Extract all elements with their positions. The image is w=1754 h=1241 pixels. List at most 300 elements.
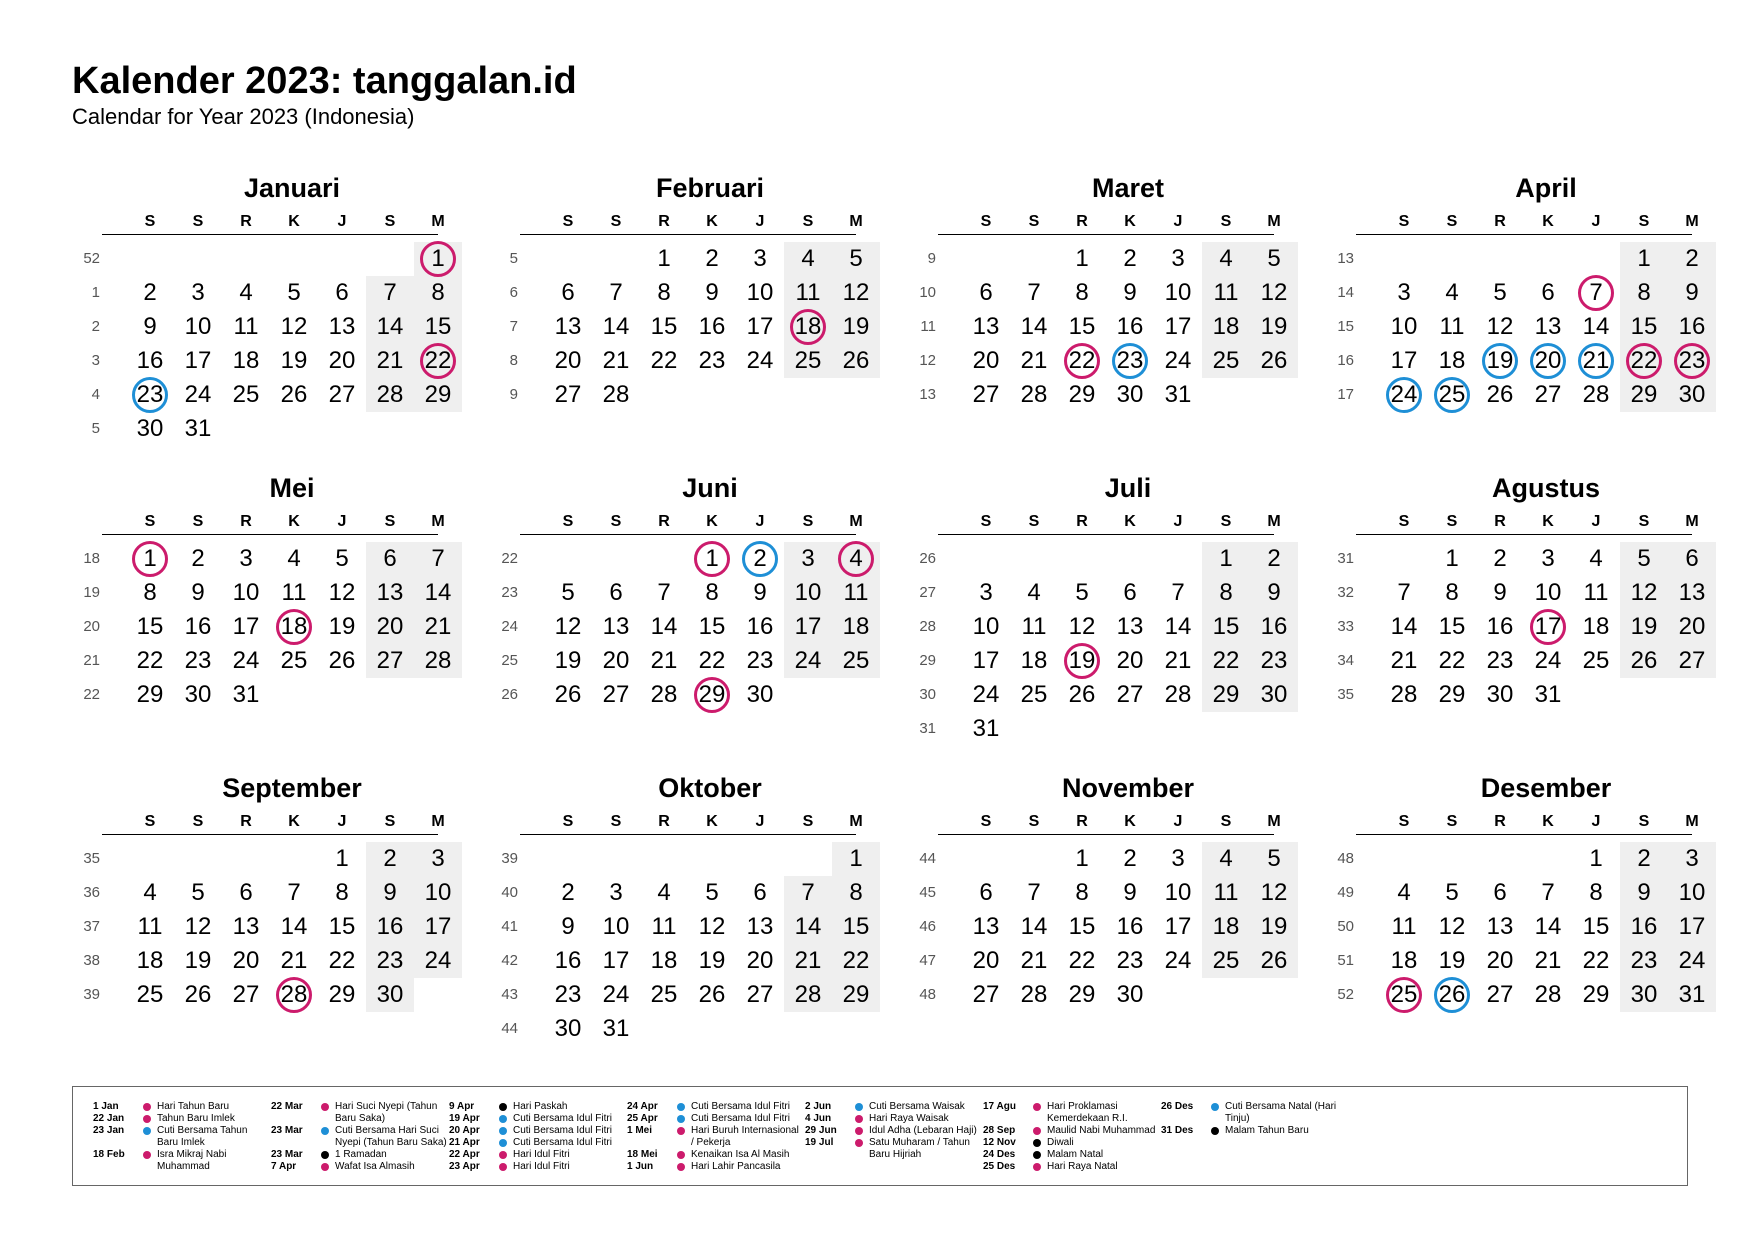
day-cell[interactable]: 4 xyxy=(1219,245,1233,272)
day-cell[interactable]: 30 xyxy=(376,981,404,1008)
day-cell[interactable]: 9 xyxy=(383,879,397,906)
day-cell[interactable]: 14 xyxy=(1020,913,1048,940)
day-cell[interactable]: 29 xyxy=(698,681,726,708)
day-cell[interactable]: 24 xyxy=(972,681,1000,708)
day-cell[interactable]: 25 xyxy=(1020,681,1048,708)
day-cell[interactable]: 13 xyxy=(972,913,1000,940)
day-cell[interactable]: 18 xyxy=(280,613,308,640)
day-cell[interactable]: 26 xyxy=(280,381,308,408)
day-cell[interactable]: 8 xyxy=(1075,879,1089,906)
day-cell[interactable]: 14 xyxy=(1164,613,1192,640)
day-cell[interactable]: 26 xyxy=(1068,681,1096,708)
day-cell[interactable]: 14 xyxy=(1390,613,1418,640)
day-cell[interactable]: 12 xyxy=(554,613,582,640)
day-cell[interactable]: 16 xyxy=(136,347,164,374)
day-cell[interactable]: 9 xyxy=(191,579,205,606)
day-cell[interactable]: 11 xyxy=(1021,613,1047,640)
day-cell[interactable]: 27 xyxy=(1678,647,1706,674)
day-cell[interactable]: 15 xyxy=(328,913,356,940)
day-cell[interactable]: 21 xyxy=(424,613,452,640)
day-cell[interactable]: 23 xyxy=(1116,347,1144,374)
day-cell[interactable]: 3 xyxy=(801,545,815,572)
day-cell[interactable]: 28 xyxy=(376,381,404,408)
day-cell[interactable]: 19 xyxy=(1438,947,1466,974)
day-cell[interactable]: 14 xyxy=(1582,313,1610,340)
day-cell[interactable]: 3 xyxy=(753,245,767,272)
day-cell[interactable]: 22 xyxy=(1068,947,1096,974)
day-cell[interactable]: 7 xyxy=(609,279,623,306)
day-cell[interactable]: 2 xyxy=(1637,845,1651,872)
day-cell[interactable]: 14 xyxy=(424,579,452,606)
day-cell[interactable]: 26 xyxy=(1486,381,1514,408)
day-cell[interactable]: 8 xyxy=(849,879,863,906)
day-cell[interactable]: 29 xyxy=(842,981,870,1008)
day-cell[interactable]: 31 xyxy=(232,681,260,708)
day-cell[interactable]: 4 xyxy=(239,279,253,306)
day-cell[interactable]: 7 xyxy=(1027,279,1041,306)
day-cell[interactable]: 2 xyxy=(191,545,205,572)
day-cell[interactable]: 25 xyxy=(1390,981,1418,1008)
day-cell[interactable]: 29 xyxy=(1068,381,1096,408)
day-cell[interactable]: 8 xyxy=(1075,279,1089,306)
day-cell[interactable]: 4 xyxy=(801,245,815,272)
day-cell[interactable]: 29 xyxy=(1582,981,1610,1008)
day-cell[interactable]: 5 xyxy=(561,579,575,606)
day-cell[interactable]: 21 xyxy=(280,947,308,974)
day-cell[interactable]: 3 xyxy=(1171,845,1185,872)
day-cell[interactable]: 28 xyxy=(602,381,630,408)
day-cell[interactable]: 22 xyxy=(1438,647,1466,674)
day-cell[interactable]: 23 xyxy=(1260,647,1288,674)
day-cell[interactable]: 7 xyxy=(1541,879,1555,906)
day-cell[interactable]: 4 xyxy=(657,879,671,906)
day-cell[interactable]: 12 xyxy=(280,313,308,340)
day-cell[interactable]: 2 xyxy=(383,845,397,872)
day-cell[interactable]: 22 xyxy=(698,647,726,674)
day-cell[interactable]: 5 xyxy=(1445,879,1459,906)
day-cell[interactable]: 20 xyxy=(972,947,1000,974)
day-cell[interactable]: 15 xyxy=(1582,913,1610,940)
day-cell[interactable]: 19 xyxy=(1486,347,1514,374)
day-cell[interactable]: 13 xyxy=(746,913,774,940)
day-cell[interactable]: 1 xyxy=(849,845,863,872)
day-cell[interactable]: 3 xyxy=(609,879,623,906)
day-cell[interactable]: 7 xyxy=(431,545,445,572)
day-cell[interactable]: 3 xyxy=(979,579,993,606)
day-cell[interactable]: 10 xyxy=(1534,579,1562,606)
day-cell[interactable]: 8 xyxy=(1637,279,1651,306)
day-cell[interactable]: 11 xyxy=(281,579,307,606)
day-cell[interactable]: 17 xyxy=(184,347,212,374)
day-cell[interactable]: 24 xyxy=(746,347,774,374)
day-cell[interactable]: 16 xyxy=(746,613,774,640)
day-cell[interactable]: 29 xyxy=(1630,381,1658,408)
day-cell[interactable]: 20 xyxy=(232,947,260,974)
day-cell[interactable]: 9 xyxy=(1685,279,1699,306)
day-cell[interactable]: 27 xyxy=(972,981,1000,1008)
day-cell[interactable]: 5 xyxy=(705,879,719,906)
day-cell[interactable]: 25 xyxy=(136,981,164,1008)
day-cell[interactable]: 15 xyxy=(650,313,678,340)
day-cell[interactable]: 8 xyxy=(431,279,445,306)
day-cell[interactable]: 3 xyxy=(239,545,253,572)
day-cell[interactable]: 11 xyxy=(795,279,821,306)
day-cell[interactable]: 9 xyxy=(1267,579,1281,606)
day-cell[interactable]: 17 xyxy=(1678,913,1706,940)
day-cell[interactable]: 21 xyxy=(1534,947,1562,974)
day-cell[interactable]: 10 xyxy=(1390,313,1418,340)
day-cell[interactable]: 2 xyxy=(1685,245,1699,272)
day-cell[interactable]: 7 xyxy=(801,879,815,906)
day-cell[interactable]: 18 xyxy=(136,947,164,974)
day-cell[interactable]: 18 xyxy=(1212,913,1240,940)
day-cell[interactable]: 29 xyxy=(1068,981,1096,1008)
day-cell[interactable]: 2 xyxy=(753,545,767,572)
day-cell[interactable]: 11 xyxy=(651,913,677,940)
day-cell[interactable]: 20 xyxy=(376,613,404,640)
day-cell[interactable]: 6 xyxy=(609,579,623,606)
day-cell[interactable]: 1 xyxy=(1445,545,1459,572)
day-cell[interactable]: 8 xyxy=(143,579,157,606)
day-cell[interactable]: 24 xyxy=(1534,647,1562,674)
day-cell[interactable]: 30 xyxy=(1630,981,1658,1008)
day-cell[interactable]: 7 xyxy=(657,579,671,606)
day-cell[interactable]: 24 xyxy=(602,981,630,1008)
day-cell[interactable]: 3 xyxy=(1541,545,1555,572)
day-cell[interactable]: 10 xyxy=(794,579,822,606)
day-cell[interactable]: 14 xyxy=(1020,313,1048,340)
day-cell[interactable]: 31 xyxy=(1534,681,1562,708)
day-cell[interactable]: 1 xyxy=(705,545,719,572)
day-cell[interactable]: 21 xyxy=(794,947,822,974)
day-cell[interactable]: 16 xyxy=(184,613,212,640)
day-cell[interactable]: 22 xyxy=(1212,647,1240,674)
day-cell[interactable]: 4 xyxy=(1445,279,1459,306)
day-cell[interactable]: 29 xyxy=(424,381,452,408)
day-cell[interactable]: 27 xyxy=(328,381,356,408)
day-cell[interactable]: 12 xyxy=(1486,313,1514,340)
day-cell[interactable]: 4 xyxy=(1397,879,1411,906)
day-cell[interactable]: 31 xyxy=(1164,381,1192,408)
day-cell[interactable]: 22 xyxy=(650,347,678,374)
day-cell[interactable]: 26 xyxy=(842,347,870,374)
day-cell[interactable]: 14 xyxy=(650,613,678,640)
day-cell[interactable]: 20 xyxy=(972,347,1000,374)
day-cell[interactable]: 23 xyxy=(1486,647,1514,674)
day-cell[interactable]: 22 xyxy=(136,647,164,674)
day-cell[interactable]: 9 xyxy=(753,579,767,606)
day-cell[interactable]: 30 xyxy=(1678,381,1706,408)
day-cell[interactable]: 9 xyxy=(705,279,719,306)
day-cell[interactable]: 28 xyxy=(794,981,822,1008)
day-cell[interactable]: 14 xyxy=(376,313,404,340)
day-cell[interactable]: 2 xyxy=(561,879,575,906)
day-cell[interactable]: 19 xyxy=(1260,313,1288,340)
day-cell[interactable]: 20 xyxy=(1486,947,1514,974)
day-cell[interactable]: 6 xyxy=(335,279,349,306)
day-cell[interactable]: 6 xyxy=(979,879,993,906)
day-cell[interactable]: 19 xyxy=(698,947,726,974)
day-cell[interactable]: 13 xyxy=(602,613,630,640)
day-cell[interactable]: 14 xyxy=(602,313,630,340)
day-cell[interactable]: 25 xyxy=(280,647,308,674)
day-cell[interactable]: 10 xyxy=(746,279,774,306)
day-cell[interactable]: 13 xyxy=(376,579,404,606)
day-cell[interactable]: 30 xyxy=(1116,381,1144,408)
day-cell[interactable]: 6 xyxy=(561,279,575,306)
day-cell[interactable]: 18 xyxy=(1390,947,1418,974)
day-cell[interactable]: 1 xyxy=(143,545,157,572)
day-cell[interactable]: 28 xyxy=(1020,381,1048,408)
day-cell[interactable]: 1 xyxy=(657,245,671,272)
day-cell[interactable]: 6 xyxy=(1685,545,1699,572)
day-cell[interactable]: 17 xyxy=(746,313,774,340)
day-cell[interactable]: 25 xyxy=(1582,647,1610,674)
day-cell[interactable]: 26 xyxy=(698,981,726,1008)
day-cell[interactable]: 13 xyxy=(1486,913,1514,940)
day-cell[interactable]: 3 xyxy=(1685,845,1699,872)
day-cell[interactable]: 20 xyxy=(1534,347,1562,374)
day-cell[interactable]: 9 xyxy=(561,913,575,940)
day-cell[interactable]: 6 xyxy=(383,545,397,572)
day-cell[interactable]: 17 xyxy=(1164,313,1192,340)
day-cell[interactable]: 1 xyxy=(1637,245,1651,272)
day-cell[interactable]: 21 xyxy=(1164,647,1192,674)
day-cell[interactable]: 28 xyxy=(650,681,678,708)
day-cell[interactable]: 16 xyxy=(1116,313,1144,340)
day-cell[interactable]: 24 xyxy=(232,647,260,674)
day-cell[interactable]: 15 xyxy=(1630,313,1658,340)
day-cell[interactable]: 17 xyxy=(232,613,260,640)
day-cell[interactable]: 15 xyxy=(424,313,452,340)
day-cell[interactable]: 5 xyxy=(1267,245,1281,272)
day-cell[interactable]: 21 xyxy=(1020,947,1048,974)
day-cell[interactable]: 4 xyxy=(1589,545,1603,572)
day-cell[interactable]: 7 xyxy=(383,279,397,306)
day-cell[interactable]: 17 xyxy=(794,613,822,640)
day-cell[interactable]: 18 xyxy=(232,347,260,374)
day-cell[interactable]: 17 xyxy=(1164,913,1192,940)
day-cell[interactable]: 8 xyxy=(1219,579,1233,606)
day-cell[interactable]: 8 xyxy=(705,579,719,606)
day-cell[interactable]: 3 xyxy=(431,845,445,872)
day-cell[interactable]: 23 xyxy=(554,981,582,1008)
day-cell[interactable]: 1 xyxy=(1589,845,1603,872)
day-cell[interactable]: 13 xyxy=(232,913,260,940)
day-cell[interactable]: 6 xyxy=(1123,579,1137,606)
day-cell[interactable]: 18 xyxy=(1438,347,1466,374)
day-cell[interactable]: 5 xyxy=(191,879,205,906)
day-cell[interactable]: 29 xyxy=(1438,681,1466,708)
day-cell[interactable]: 13 xyxy=(972,313,1000,340)
day-cell[interactable]: 4 xyxy=(1219,845,1233,872)
day-cell[interactable]: 18 xyxy=(1212,313,1240,340)
day-cell[interactable]: 20 xyxy=(602,647,630,674)
day-cell[interactable]: 2 xyxy=(1267,545,1281,572)
day-cell[interactable]: 20 xyxy=(328,347,356,374)
day-cell[interactable]: 23 xyxy=(1630,947,1658,974)
day-cell[interactable]: 22 xyxy=(424,347,452,374)
day-cell[interactable]: 29 xyxy=(136,681,164,708)
day-cell[interactable]: 9 xyxy=(1123,879,1137,906)
day-cell[interactable]: 14 xyxy=(280,913,308,940)
day-cell[interactable]: 31 xyxy=(972,715,1000,742)
day-cell[interactable]: 10 xyxy=(232,579,260,606)
day-cell[interactable]: 1 xyxy=(1075,845,1089,872)
day-cell[interactable]: 15 xyxy=(1068,313,1096,340)
day-cell[interactable]: 22 xyxy=(842,947,870,974)
day-cell[interactable]: 16 xyxy=(1260,613,1288,640)
day-cell[interactable]: 7 xyxy=(1397,579,1411,606)
day-cell[interactable]: 2 xyxy=(1493,545,1507,572)
day-cell[interactable]: 30 xyxy=(554,1015,582,1042)
day-cell[interactable]: 7 xyxy=(1589,279,1603,306)
day-cell[interactable]: 23 xyxy=(1116,947,1144,974)
day-cell[interactable]: 12 xyxy=(184,913,212,940)
day-cell[interactable]: 21 xyxy=(376,347,404,374)
day-cell[interactable]: 24 xyxy=(424,947,452,974)
day-cell[interactable]: 15 xyxy=(1212,613,1240,640)
day-cell[interactable]: 3 xyxy=(1171,245,1185,272)
day-cell[interactable]: 23 xyxy=(376,947,404,974)
day-cell[interactable]: 13 xyxy=(554,313,582,340)
day-cell[interactable]: 20 xyxy=(554,347,582,374)
day-cell[interactable]: 17 xyxy=(424,913,452,940)
day-cell[interactable]: 19 xyxy=(1068,647,1096,674)
day-cell[interactable]: 18 xyxy=(794,313,822,340)
day-cell[interactable]: 16 xyxy=(554,947,582,974)
day-cell[interactable]: 12 xyxy=(1260,879,1288,906)
day-cell[interactable]: 5 xyxy=(849,245,863,272)
day-cell[interactable]: 11 xyxy=(1213,279,1239,306)
day-cell[interactable]: 21 xyxy=(650,647,678,674)
day-cell[interactable]: 1 xyxy=(335,845,349,872)
day-cell[interactable]: 17 xyxy=(1390,347,1418,374)
day-cell[interactable]: 5 xyxy=(335,545,349,572)
day-cell[interactable]: 26 xyxy=(328,647,356,674)
day-cell[interactable]: 1 xyxy=(1219,545,1233,572)
day-cell[interactable]: 27 xyxy=(746,981,774,1008)
day-cell[interactable]: 25 xyxy=(232,381,260,408)
day-cell[interactable]: 30 xyxy=(746,681,774,708)
day-cell[interactable]: 15 xyxy=(1068,913,1096,940)
day-cell[interactable]: 6 xyxy=(979,279,993,306)
day-cell[interactable]: 10 xyxy=(972,613,1000,640)
day-cell[interactable]: 27 xyxy=(376,647,404,674)
day-cell[interactable]: 7 xyxy=(1027,879,1041,906)
day-cell[interactable]: 15 xyxy=(842,913,870,940)
day-cell[interactable]: 18 xyxy=(1582,613,1610,640)
day-cell[interactable]: 18 xyxy=(1020,647,1048,674)
day-cell[interactable]: 16 xyxy=(1630,913,1658,940)
day-cell[interactable]: 11 xyxy=(1583,579,1609,606)
day-cell[interactable]: 7 xyxy=(1171,579,1185,606)
day-cell[interactable]: 1 xyxy=(1075,245,1089,272)
day-cell[interactable]: 14 xyxy=(794,913,822,940)
day-cell[interactable]: 27 xyxy=(602,681,630,708)
day-cell[interactable]: 11 xyxy=(233,313,259,340)
day-cell[interactable]: 20 xyxy=(1678,613,1706,640)
day-cell[interactable]: 15 xyxy=(698,613,726,640)
day-cell[interactable]: 8 xyxy=(657,279,671,306)
day-cell[interactable]: 12 xyxy=(842,279,870,306)
day-cell[interactable]: 19 xyxy=(842,313,870,340)
day-cell[interactable]: 24 xyxy=(184,381,212,408)
day-cell[interactable]: 8 xyxy=(335,879,349,906)
day-cell[interactable]: 13 xyxy=(1534,313,1562,340)
day-cell[interactable]: 27 xyxy=(554,381,582,408)
day-cell[interactable]: 17 xyxy=(602,947,630,974)
day-cell[interactable]: 11 xyxy=(137,913,163,940)
day-cell[interactable]: 27 xyxy=(1486,981,1514,1008)
day-cell[interactable]: 28 xyxy=(1582,381,1610,408)
day-cell[interactable]: 19 xyxy=(1260,913,1288,940)
day-cell[interactable]: 9 xyxy=(1493,579,1507,606)
day-cell[interactable]: 11 xyxy=(843,579,869,606)
day-cell[interactable]: 19 xyxy=(554,647,582,674)
day-cell[interactable]: 17 xyxy=(1534,613,1562,640)
day-cell[interactable]: 28 xyxy=(1020,981,1048,1008)
day-cell[interactable]: 26 xyxy=(1630,647,1658,674)
day-cell[interactable]: 23 xyxy=(698,347,726,374)
day-cell[interactable]: 3 xyxy=(1397,279,1411,306)
day-cell[interactable]: 9 xyxy=(1123,279,1137,306)
day-cell[interactable]: 22 xyxy=(1068,347,1096,374)
day-cell[interactable]: 17 xyxy=(972,647,1000,674)
day-cell[interactable]: 18 xyxy=(650,947,678,974)
day-cell[interactable]: 15 xyxy=(1438,613,1466,640)
day-cell[interactable]: 9 xyxy=(1637,879,1651,906)
day-cell[interactable]: 28 xyxy=(424,647,452,674)
day-cell[interactable]: 30 xyxy=(136,415,164,442)
day-cell[interactable]: 30 xyxy=(1116,981,1144,1008)
day-cell[interactable]: 19 xyxy=(280,347,308,374)
day-cell[interactable]: 10 xyxy=(1164,879,1192,906)
day-cell[interactable]: 16 xyxy=(1678,313,1706,340)
day-cell[interactable]: 29 xyxy=(1212,681,1240,708)
day-cell[interactable]: 30 xyxy=(1260,681,1288,708)
day-cell[interactable]: 10 xyxy=(424,879,452,906)
day-cell[interactable]: 4 xyxy=(849,545,863,572)
day-cell[interactable]: 6 xyxy=(753,879,767,906)
day-cell[interactable]: 24 xyxy=(1678,947,1706,974)
day-cell[interactable]: 12 xyxy=(328,579,356,606)
day-cell[interactable]: 22 xyxy=(1630,347,1658,374)
day-cell[interactable]: 22 xyxy=(328,947,356,974)
day-cell[interactable]: 15 xyxy=(136,613,164,640)
day-cell[interactable]: 12 xyxy=(698,913,726,940)
day-cell[interactable]: 12 xyxy=(1630,579,1658,606)
day-cell[interactable]: 8 xyxy=(1445,579,1459,606)
day-cell[interactable]: 28 xyxy=(280,981,308,1008)
day-cell[interactable]: 13 xyxy=(1678,579,1706,606)
day-cell[interactable]: 26 xyxy=(1260,947,1288,974)
day-cell[interactable]: 25 xyxy=(1212,947,1240,974)
day-cell[interactable]: 14 xyxy=(1534,913,1562,940)
day-cell[interactable]: 24 xyxy=(1164,347,1192,374)
day-cell[interactable]: 21 xyxy=(1390,647,1418,674)
day-cell[interactable]: 4 xyxy=(287,545,301,572)
day-cell[interactable]: 21 xyxy=(602,347,630,374)
day-cell[interactable]: 20 xyxy=(746,947,774,974)
day-cell[interactable]: 25 xyxy=(1438,381,1466,408)
day-cell[interactable]: 2 xyxy=(143,279,157,306)
day-cell[interactable]: 26 xyxy=(1438,981,1466,1008)
day-cell[interactable]: 23 xyxy=(746,647,774,674)
day-cell[interactable]: 25 xyxy=(794,347,822,374)
day-cell[interactable]: 2 xyxy=(705,245,719,272)
day-cell[interactable]: 31 xyxy=(184,415,212,442)
